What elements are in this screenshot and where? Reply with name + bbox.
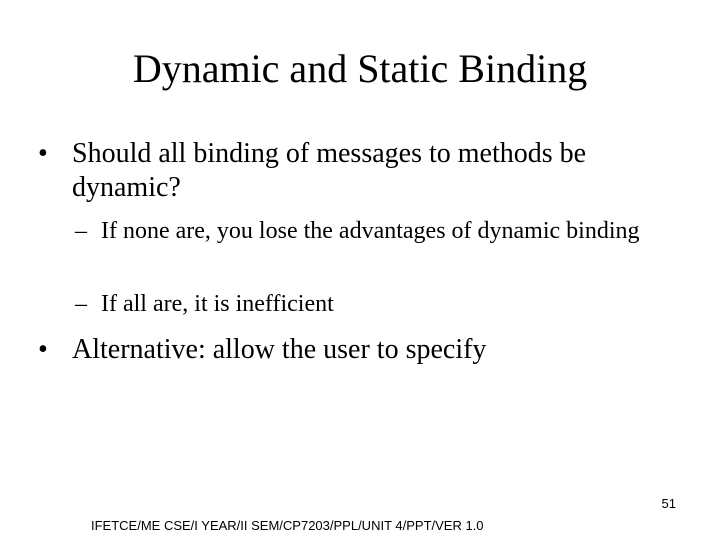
sub-bullet-item bbox=[75, 214, 675, 249]
bullet-marker: • bbox=[38, 334, 48, 365]
sub-bullet-item bbox=[75, 287, 675, 322]
bullet-item bbox=[38, 333, 678, 367]
bullet-marker: • bbox=[38, 138, 48, 169]
sub-bullet-marker: – bbox=[75, 218, 87, 244]
sub-bullet-text: If all are, it is inefficient bbox=[101, 291, 334, 317]
sub-bullet-marker: – bbox=[75, 291, 87, 317]
footer-text: IFETCE/ME CSE/I YEAR/II SEM/CP7203/PPL/UNIT 4/PPT/VER 1.0 bbox=[91, 518, 484, 533]
bullet-text: Alternative: allow the user to specify bbox=[72, 334, 487, 365]
sub-bullet-text: If none are, you lose the advantages of dynamic binding bbox=[101, 218, 640, 244]
bullet-item bbox=[38, 137, 678, 205]
page-number: 51 bbox=[661, 496, 676, 511]
slide-title: Dynamic and Static Binding bbox=[132, 46, 588, 91]
bullet-text: Should all binding of messages to methods be dynamic? bbox=[72, 138, 587, 203]
